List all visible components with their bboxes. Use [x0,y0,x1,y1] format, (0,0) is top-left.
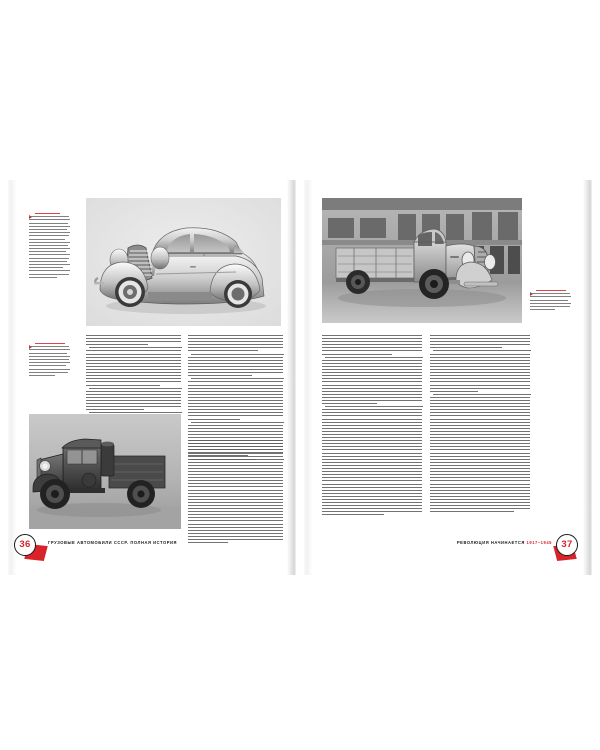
page-left-edge-shade [8,180,17,575]
zis-21-truck-illustration [29,414,181,529]
footer-left [8,534,296,560]
page-badge-left [12,534,46,560]
footer-right [304,534,592,560]
page-right-edge-shade [583,180,592,575]
zis-15-flatbed-truck-photo [322,198,522,323]
page-left-gutter-shade [287,180,296,575]
page-right-gutter-shade [304,180,313,575]
sidenote-zis-15 [530,290,576,312]
footer-title-right-label: РЕВОЛЮЦИЯ НАЧИНАЕТСЯ [456,540,525,545]
page-number-left: 36 [19,539,31,550]
page-right [304,180,592,575]
page-badge-right [554,534,588,560]
zis-101-limousine-illustration [86,198,281,326]
footer-title-right [457,540,552,545]
sidenote-zis-21 [29,343,75,378]
right-page-column-2 [430,335,530,514]
footer-date-right: 1917–1945 [526,540,552,545]
zis-15-truck-illustration [322,198,522,323]
sidenote-zis-101 [29,213,75,280]
right-page-column-1 [322,335,422,518]
zis-gas-generator-truck-photo [29,414,181,529]
left-page-column-2-lower [188,440,283,545]
page-left [8,180,296,575]
footer-title-left: ГРУЗОВЫЕ АВТОМОБИЛИ СССР. ПОЛНАЯ ИСТОРИЯ [48,540,177,545]
zis-101-limousine-photo [86,198,281,326]
page-number-right: 37 [561,539,573,550]
